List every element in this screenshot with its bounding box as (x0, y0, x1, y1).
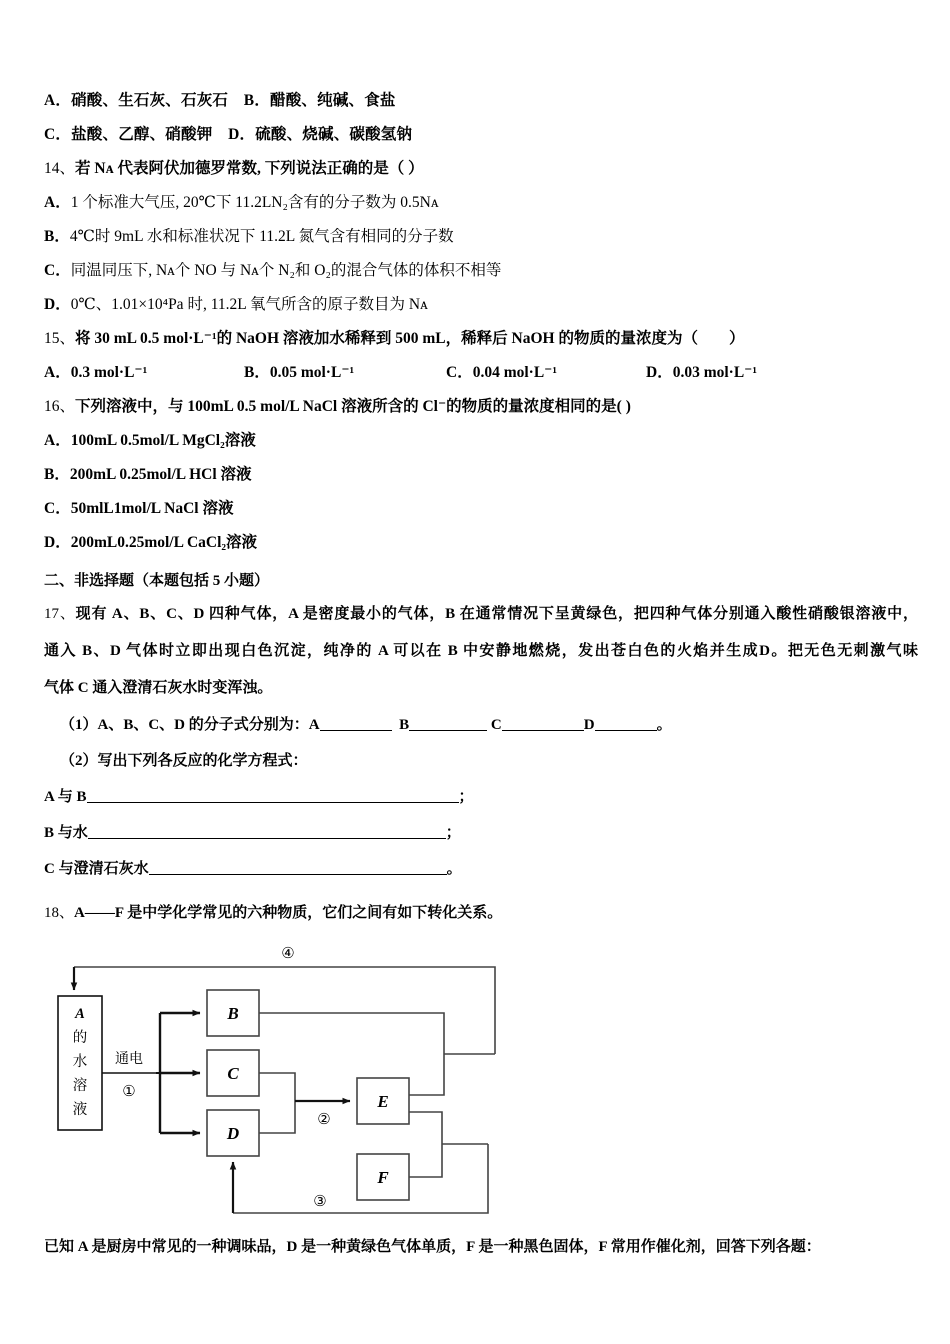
node-e-label: E (377, 1092, 389, 1111)
question-15-option-d (646, 356, 757, 390)
option-label: D． (44, 534, 71, 551)
question-14-option-a (44, 186, 924, 220)
question-17-stem-line-1 (44, 596, 918, 633)
option-text: 4℃时 9mL 水和标准状况下 11.2L 氮气含有相同的分子数 (69, 228, 454, 245)
question-14-option-b (44, 220, 924, 254)
option-text: 同温同压下, Nᴀ个 NO 与 Nᴀ个 N₂和 O₂的混合气体的体积不相等 (70, 262, 502, 279)
blank-a[interactable] (320, 730, 392, 731)
option-label: D． (646, 364, 673, 381)
step-label-one: ① (122, 1084, 136, 1100)
option-text: 0.03 mol·L⁻¹ (672, 364, 758, 381)
question-15-option-b (244, 356, 446, 390)
blank-c[interactable] (502, 730, 584, 731)
flowchart-svg (52, 932, 532, 1222)
question-15-option-a (44, 356, 244, 390)
option-text: 200mL 0.25mol/L HCl 溶液 (69, 466, 252, 483)
question-17-number: 17、 (44, 606, 76, 622)
section-2-heading: 二、非选择题（本题包括 5 小题） (44, 573, 270, 589)
step-label-two: ② (317, 1112, 331, 1128)
question-17-equation-2 (44, 815, 924, 851)
equation-2-blank[interactable] (88, 838, 446, 839)
equation-1-end: ； (458, 789, 474, 805)
source-char-3: 溶 (72, 1078, 88, 1094)
question-14-option-d (44, 288, 924, 322)
option-label: C． (44, 262, 71, 279)
question-17-part-2: （2）写出下列各反应的化学方程式： (60, 753, 308, 769)
question-17-equation-3 (44, 851, 924, 887)
blank-d-label: D (583, 717, 595, 733)
electrolysis-label-group (102, 1050, 156, 1100)
question-14-number: 14、 (44, 160, 76, 177)
question-14-text: 若 Nᴀ 代表阿伏加德罗常数, 下列说法正确的是（ ） (75, 160, 424, 177)
equation-1-label: A 与 B (44, 789, 87, 805)
transformation-flowchart (52, 932, 532, 1222)
question-18-stem (44, 895, 924, 932)
option-text: 0℃、1.01×10⁴Pa 时, 11.2L 氧气所含的原子数目为 Nᴀ (70, 296, 428, 313)
q13-option-row-1: A．硝酸、生石灰、石灰石 B．醋酸、纯碱、食盐 (44, 92, 396, 109)
option-label: B． (244, 364, 270, 381)
page-content (44, 84, 924, 1262)
option-text: 200mL0.25mol/L CaCl₂溶液 (70, 534, 258, 551)
question-18-footnote: 已知 A 是厨房中常见的一种调味品，D 是一种黄绿色气体单质，F 是一种黑色固体，F 常用作催化剂，回答下列各题： (44, 1239, 821, 1255)
question-14-option-c (44, 254, 924, 288)
question-17-stem-line-2: 通入 B、D 气体时立即出现白色沉淀，纯净的 A 可以在 B 中安静地燃烧，发出苍白色的火焰并生成D。把无色无刺激气味 (44, 643, 918, 659)
node-d-label: D (226, 1124, 240, 1143)
flowchart-node-b (207, 990, 259, 1036)
equation-3-label: C 与澄清石灰水 (44, 861, 149, 877)
part-1-prefix: （1）A、B、C、D 的分子式分别为： (60, 717, 309, 733)
flowchart-node-e (357, 1078, 409, 1124)
question-14-stem (44, 152, 924, 186)
option-label: B． (44, 228, 70, 245)
step-label-four: ④ (281, 946, 295, 962)
equation-2-end: ； (445, 825, 461, 841)
question-16-number: 16、 (44, 398, 76, 415)
source-char-0: A (75, 1006, 85, 1022)
option-text: 50mlL1mol/L NaCl 溶液 (70, 500, 234, 517)
equation-2-label: B 与水 (44, 825, 88, 841)
source-char-1: 的 (72, 1030, 88, 1046)
question-18-text: A——F 是中学化学常见的六种物质，它们之间有如下转化关系。 (74, 905, 503, 921)
flowchart-node-d (207, 1110, 259, 1156)
option-text: 1 个标准大气压, 20℃下 11.2LN₂含有的分子数为 0.5Nᴀ (70, 194, 439, 211)
q13-option-row-2: C．盐酸、乙醇、硝酸钾 D．硫酸、烧碱、碳酸氢钠 (44, 126, 413, 143)
question-17-part-1 (44, 707, 924, 743)
merge-connector-cd-to-e (259, 1073, 350, 1133)
blank-b-label: B (399, 717, 410, 733)
source-char-4: 液 (72, 1102, 88, 1118)
question-16-option-a (44, 424, 924, 458)
equation-1-blank[interactable] (87, 802, 459, 803)
question-15-options (44, 356, 924, 390)
blank-a-label: A (308, 717, 320, 733)
question-16-stem (44, 390, 924, 424)
question-15-option-c (446, 356, 646, 390)
source-char-2: 水 (72, 1054, 88, 1070)
option-text: 0.04 mol·L⁻¹ (472, 364, 558, 381)
flowchart-node-source (58, 996, 102, 1130)
option-text: 0.3 mol·L⁻¹ (70, 364, 148, 381)
option-label: A． (44, 194, 71, 211)
question-15-number: 15、 (44, 330, 76, 347)
split-connector-a-to-bcd (156, 1013, 200, 1133)
equation-3-blank[interactable] (149, 874, 447, 875)
option-label: C． (446, 364, 473, 381)
option-text: 0.05 mol·L⁻¹ (269, 364, 355, 381)
option-text: 100mL 0.5mol/L MgCl₂溶液 (70, 432, 256, 449)
question-16-text: 下列溶液中，与 100mL 0.5 mol/L NaCl 溶液所含的 Cl⁻的物质的量浓度相同的是( ) (75, 398, 631, 415)
flowchart-node-f (357, 1154, 409, 1200)
step-label-three: ③ (313, 1194, 327, 1210)
node-f-label: F (377, 1168, 389, 1187)
question-16-option-d (44, 526, 924, 560)
part-1-end: 。 (656, 717, 672, 733)
blank-b[interactable] (409, 730, 487, 731)
node-c-label: C (227, 1064, 239, 1083)
option-label: A． (44, 432, 71, 449)
question-15-text: 将 30 mL 0.5 mol·L⁻¹的 NaOH 溶液加水稀释到 500 mL，稀释后 NaOH 的物质的量浓度为（ ） (75, 330, 745, 347)
node-b-label: B (227, 1004, 239, 1023)
question-16-option-b (44, 458, 924, 492)
option-label: A． (44, 364, 71, 381)
blank-d[interactable] (595, 730, 657, 731)
question-16-option-c (44, 492, 924, 526)
question-18-number: 18、 (44, 905, 75, 921)
equation-3-end: 。 (446, 861, 462, 877)
question-17-stem-line-3: 气体 C 通入澄清石灰水时变浑浊。 (44, 680, 273, 696)
question-17-equation-1 (44, 779, 924, 815)
blank-c-label: C (490, 717, 502, 733)
flowchart-node-c (207, 1050, 259, 1096)
option-label: B． (44, 466, 70, 483)
question-17-text-1: 现有 A、B、C、D 四种气体，A 是密度最小的气体，B 在通常情况下呈黄绿色，把四种气体分别通入酸性硝酸银溶液中， (75, 606, 918, 622)
process-label-electrify: 通电 (115, 1052, 143, 1067)
question-15-stem (44, 322, 924, 356)
option-label: C． (44, 500, 71, 517)
option-label: D． (44, 296, 71, 313)
